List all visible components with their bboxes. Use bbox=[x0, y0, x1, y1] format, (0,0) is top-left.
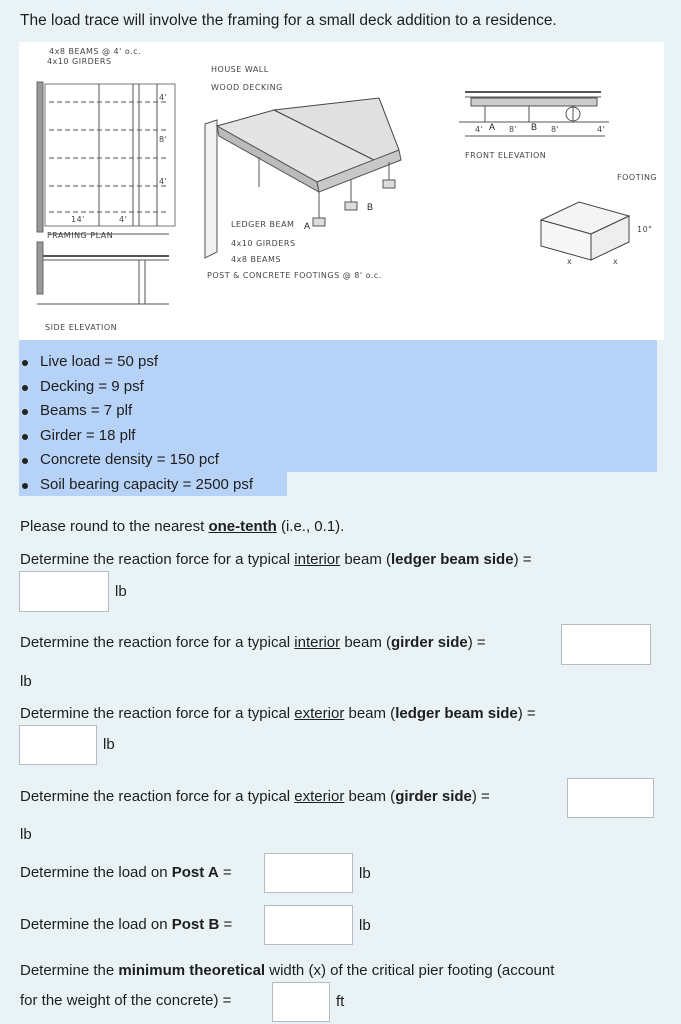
front-dim-post-a: A bbox=[489, 122, 496, 132]
post-b-label: B bbox=[367, 202, 374, 212]
front-dim-3: 8' bbox=[551, 125, 560, 134]
answer-post-b-input[interactable] bbox=[264, 905, 353, 945]
load-item-soil: Soil bearing capacity = 2500 psf bbox=[20, 473, 253, 498]
front-dim-2: 8' bbox=[509, 125, 518, 134]
front-dim-4: 4' bbox=[597, 125, 606, 134]
loads-list bbox=[20, 350, 253, 498]
post-a-label: A bbox=[304, 221, 311, 231]
front-dim-1: 4' bbox=[475, 125, 484, 134]
load-item-live: Live load = 50 psf bbox=[20, 350, 253, 375]
question-post-a: Determine the load on Post A = bbox=[20, 864, 232, 881]
unit-lb: lb bbox=[103, 736, 115, 753]
load-item-concrete: Concrete density = 150 pcf bbox=[20, 448, 253, 473]
question-interior-ledger: Determine the reaction force for a typical interior beam (ledger beam side) = bbox=[20, 551, 532, 568]
plan-dim-span: 14' bbox=[71, 215, 85, 224]
question-exterior-girder: Determine the reaction force for a typical exterior beam (girder side) = bbox=[20, 788, 490, 805]
unit-lb: lb bbox=[359, 865, 371, 882]
footing-depth-label: 10" bbox=[637, 225, 653, 234]
post-footing-label: POST & CONCRETE FOOTINGS @ 8' o.c. bbox=[207, 271, 382, 280]
question-post-b: Determine the load on Post B = bbox=[20, 916, 233, 933]
wood-decking-label: WOOD DECKING bbox=[211, 83, 283, 92]
unit-lb: lb bbox=[359, 917, 371, 934]
footing-label: FOOTING bbox=[617, 173, 658, 182]
unit-lb: lb bbox=[20, 673, 32, 690]
load-item-decking: Decking = 9 psf bbox=[20, 375, 253, 400]
rounding-note: Please round to the nearest one-tenth (i.e., 0.1). bbox=[20, 518, 345, 535]
deck-figure bbox=[19, 42, 664, 340]
house-wall-label: HOUSE WALL bbox=[211, 65, 269, 74]
plan-side-dim-1: 4' bbox=[159, 93, 168, 102]
answer-exterior-ledger-input[interactable] bbox=[19, 725, 97, 765]
front-elevation-label: FRONT ELEVATION bbox=[465, 151, 547, 160]
answer-footing-width-input[interactable] bbox=[272, 982, 330, 1022]
unit-ft: ft bbox=[336, 993, 345, 1010]
unit-lb: lb bbox=[115, 583, 127, 600]
plan-note-beams: 4x8 BEAMS @ 4' o.c. bbox=[49, 47, 142, 56]
side-elevation-label: SIDE ELEVATION bbox=[45, 323, 118, 332]
footing-x-label-2: x bbox=[613, 257, 619, 266]
beams-label: 4x8 BEAMS bbox=[231, 255, 281, 264]
answer-post-a-input[interactable] bbox=[264, 853, 353, 893]
answer-interior-ledger-input[interactable] bbox=[19, 571, 109, 612]
problem-title: The load trace will involve the framing for a small deck addition to a residence. bbox=[20, 12, 557, 29]
plan-side-dim-2: 8' bbox=[159, 135, 168, 144]
plan-side-dim-3: 4' bbox=[159, 177, 168, 186]
question-interior-girder: Determine the reaction force for a typical interior beam (girder side) = bbox=[20, 634, 486, 651]
answer-exterior-girder-input[interactable] bbox=[567, 778, 654, 818]
plan-dim-overhang: 4' bbox=[119, 215, 128, 224]
load-item-beams: Beams = 7 plf bbox=[20, 399, 253, 424]
question-footing-width-line2: for the weight of the concrete) = bbox=[20, 992, 232, 1009]
load-item-girder: Girder = 18 plf bbox=[20, 424, 253, 449]
question-exterior-ledger: Determine the reaction force for a typical exterior beam (ledger beam side) = bbox=[20, 705, 536, 722]
ledger-beam-label: LEDGER BEAM bbox=[231, 220, 295, 229]
front-dim-post-b: B bbox=[531, 122, 538, 132]
answer-interior-girder-input[interactable] bbox=[561, 624, 651, 665]
framing-plan-label: FRAMING PLAN bbox=[47, 231, 114, 240]
footing-x-label: x bbox=[567, 257, 573, 266]
girders-label: 4x10 GIRDERS bbox=[231, 239, 296, 248]
question-footing-width: Determine the minimum theoretical width (x) of the critical pier footing (account bbox=[20, 962, 555, 979]
deck-sketch bbox=[19, 42, 664, 340]
unit-lb: lb bbox=[20, 826, 32, 843]
plan-note-girders: 4x10 GIRDERS bbox=[47, 57, 112, 66]
